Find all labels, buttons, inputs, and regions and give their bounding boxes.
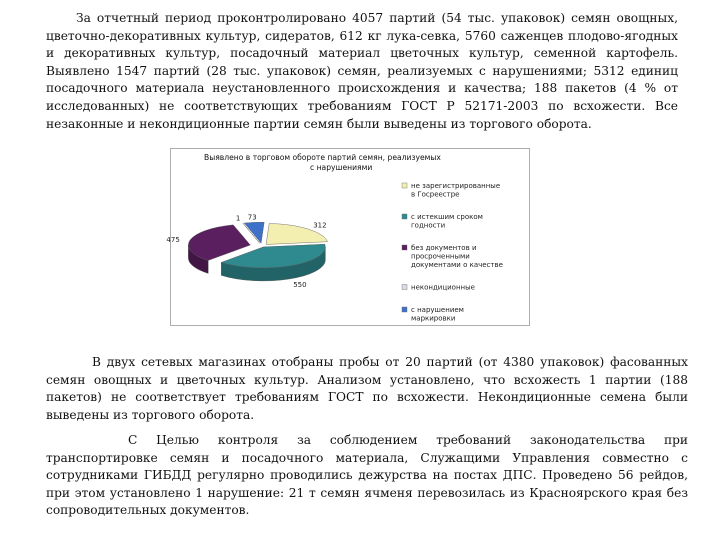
legend-swatch-4 (402, 285, 407, 290)
legend-label-3: без документов и просроченными документами о качестве (411, 244, 503, 269)
legend-label-4: некондиционные (411, 283, 475, 292)
slice-1-value-label: 312 (313, 221, 327, 230)
pie-chart (166, 148, 530, 326)
chart-canvas (166, 148, 530, 326)
paragraph-stores: В двух сетевых магазинах отобраны пробы от 20 партий (от 4380 упаковок) фасованных семян овощных и цветочных культур. Анализом установлено, что всхожесть 1 партии (188 пакетов) не соответствует требованиям ГОСТ по всхожести. Некондиционные семена были выведены из торгового оборота. (46, 355, 688, 422)
slice-4-value-label: 1 (235, 214, 241, 223)
legend-swatch-5 (402, 307, 407, 312)
legend-swatch-2 (402, 214, 407, 219)
chart-title-line-2: с нарушениями (310, 163, 373, 172)
legend-label-5: с нарушением маркировки (411, 306, 464, 323)
legend-swatch-1 (402, 183, 407, 188)
legend-label-2: с истекшим сроком годности (411, 213, 483, 230)
slice-5-value-label: 73 (247, 213, 257, 222)
slice-2-value-label: 550 (293, 280, 307, 289)
paragraph-intro: За отчетный период проконтролировано 4057 партий (54 тыс. упаковок) семян овощных, цветочно-декоративных культур, сидератов, 612 кг лука-севка, 5760 саженцев плодово-ягодных и декоративных культур, посадочный материал цветочных культур, семенной картофель. Выявлено 1547 партий (28 тыс. упаковок) семян, реализуемых с нарушениями; 5312 единиц посадочного материала неустановленного происхождения и качества; 188 пакетов (4 % от исследованных) не соответствующих требованиям ГОСТ Р 52171-2003 по всхожести. Все незаконные и некондиционные партии семян были выведены из торгового оборота. (46, 11, 678, 131)
slice-3-value-label: 475 (166, 235, 180, 244)
paragraph-transport: С Целью контроля за соблюдением требований законодательства при транспортировке семян и посадочного материала, Служащими Управления совместно с сотрудниками ГИБДД регулярно проводились дежурства на постах ДПС. Проведено 56 рейдов, при этом установлено 1 нарушение: 21 т семян ячменя перевозилась из Красноярского края без сопроводительных документов. (46, 433, 688, 518)
legend-swatch-3 (402, 245, 407, 250)
chart-title-line-1: Выявлено в торговом обороте партий семян, реализуемых (204, 153, 441, 162)
legend-label-1: не зарегистрированные в Госреестре (411, 182, 501, 199)
